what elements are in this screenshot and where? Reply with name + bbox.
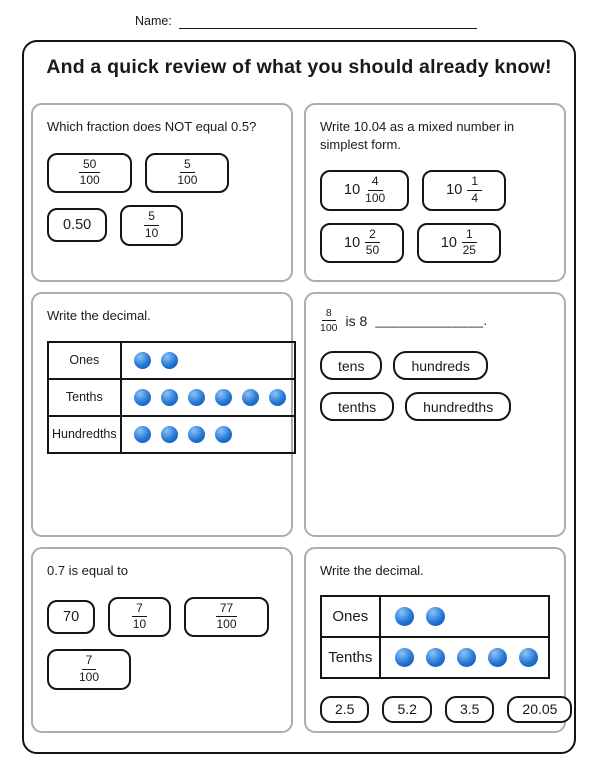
question-panel-4 [304,292,566,537]
fraction [132,602,147,633]
place-label: Ones [321,596,380,637]
table-row-ones [321,596,549,637]
fraction [79,158,100,189]
question-panel-1 [31,103,293,282]
q1-option-a[interactable] [47,153,132,194]
q1-option-b[interactable] [145,153,229,194]
table-row-ones [48,342,295,379]
q4-option-hundreds[interactable] [393,351,487,380]
fraction-denominator: 4 [471,190,478,205]
q6-option-d[interactable] [507,696,572,723]
fraction-denominator: 50 [365,243,380,258]
q6-option-b[interactable] [382,696,431,723]
table-row-tenths [48,379,295,416]
q2-option-d[interactable] [417,223,501,264]
fraction-numerator: 50 [79,158,100,174]
counter-dot [134,389,151,406]
whole-number: 10 [344,234,361,251]
q1-prompt: Which fraction does NOT equal 0.5? [47,119,257,134]
fraction-denominator: 100 [79,173,100,188]
question-panel-6 [304,547,566,733]
prompt-text: is 8 [345,312,368,329]
q6-option-c[interactable] [445,696,494,723]
dot-group [134,352,286,369]
fraction [462,228,477,259]
place-value-table [47,341,296,454]
question-panel-5 [31,547,293,733]
fraction-denominator: 10 [132,617,147,632]
q2-option-b[interactable] [422,170,506,211]
q4-prompt [320,307,550,334]
fraction [467,175,482,206]
fraction-numerator: 7 [132,602,147,618]
fraction-denominator: 100 [216,617,237,632]
fraction-numerator: 7 [82,654,97,670]
fraction [177,158,197,189]
fraction-numerator: 5 [180,158,195,174]
dot-group [134,426,286,443]
counter-dot [161,352,178,369]
q6-prompt: Write the decimal. [320,563,424,578]
q1-options-row-1 [47,153,277,194]
dot-group [395,607,540,626]
q2-prompt: Write 10.04 as a mixed number in simplest form. [320,119,515,152]
counter-dot [134,426,151,443]
fraction [144,210,159,241]
fraction-numerator: 8 [322,307,336,321]
question-grid [24,103,574,733]
dots-cell [380,596,549,637]
dots-cell [121,379,295,416]
q6-options [320,696,558,723]
whole-number: 10 [344,182,361,199]
answer-blank[interactable]: ______________. [375,313,488,329]
whole-number: 10 [446,182,463,199]
name-label: Name: [135,14,172,28]
fraction [365,228,380,259]
q5-option-a[interactable] [47,600,95,634]
fraction [320,307,338,334]
place-label: Tenths [48,379,121,416]
option-label: 3.5 [459,701,480,718]
option-label: hundreds [411,357,470,374]
fraction-numerator: 1 [462,228,477,244]
counter-dot [242,389,259,406]
q2-options-row-1 [320,170,550,211]
option-label: hundredths [423,398,494,415]
q1-option-d[interactable] [120,205,183,246]
table-row-tenths [321,637,549,678]
counter-dot [426,607,445,626]
fraction-denominator: 10 [144,225,159,240]
place-label: Tenths [321,637,380,678]
fraction-numerator: 2 [365,228,380,244]
question-panel-3 [31,292,293,537]
counter-dot [457,648,476,667]
fraction-numerator: 4 [368,175,383,191]
counter-dot [188,389,205,406]
counter-dot [488,648,507,667]
counter-dot [188,426,205,443]
q5-option-d[interactable] [47,649,131,690]
q2-options-row-2 [320,223,550,264]
place-label: Ones [48,342,121,379]
counter-dot [519,648,538,667]
mixed-number [441,228,477,259]
q4-option-hundredths[interactable] [405,392,511,421]
q2-option-a[interactable] [320,170,409,211]
dots-cell [121,416,295,453]
fraction-denominator: 100 [365,190,386,205]
option-label: 70 [63,608,80,625]
q2-option-c[interactable] [320,223,404,264]
q5-prompt: 0.7 is equal to [47,563,128,578]
counter-dot [395,607,414,626]
question-panel-2 [304,103,566,282]
name-input-line[interactable] [179,16,477,29]
q4-options [320,351,550,421]
counter-dot [426,648,445,667]
q5-option-c[interactable] [184,597,269,638]
worksheet-title: And a quick review of what you should already know! [46,56,552,78]
counter-dot [161,389,178,406]
q1-option-c[interactable] [47,208,107,242]
option-label: 5.2 [397,701,417,718]
fraction-denominator: 100 [177,173,198,188]
q4-option-tenths[interactable] [320,392,394,421]
fraction [79,654,99,685]
counter-dot [161,426,178,443]
fraction [216,602,237,633]
q1-options-row-2 [47,205,277,246]
fraction-denominator: 100 [79,669,100,684]
dots-cell [380,637,549,678]
mixed-number [344,228,380,259]
worksheet-frame [22,40,576,754]
q3-prompt: Write the decimal. [47,308,151,323]
option-label: 20.05 [522,701,558,718]
option-label: 0.50 [63,217,92,234]
dot-group [134,389,286,406]
fraction-numerator: 77 [216,602,237,618]
fraction [365,175,385,206]
q5-options-row-1 [47,597,277,638]
name-row [135,15,477,29]
counter-dot [395,648,414,667]
q4-option-tens[interactable] [320,351,382,380]
fraction-numerator: 5 [144,210,159,226]
option-label: tenths [338,398,377,415]
mixed-number [446,175,482,206]
option-label: 2.5 [335,701,355,718]
table-row-hundredths [48,416,295,453]
counter-dot [134,352,151,369]
q6-option-a[interactable] [320,696,369,723]
place-value-table [320,595,550,679]
option-label: tens [338,357,365,374]
dot-group [395,648,540,667]
q5-option-b[interactable] [108,597,171,638]
counter-dot [269,389,286,406]
dots-cell [121,342,295,379]
fraction-denominator: 25 [462,243,476,258]
q5-options-row-2 [47,649,277,690]
counter-dot [215,389,232,406]
mixed-number [344,175,385,206]
counter-dot [215,426,232,443]
fraction-numerator: 1 [467,175,482,191]
whole-number: 10 [440,234,457,251]
place-label: Hundredths [48,416,121,453]
fraction-denominator: 100 [320,322,338,335]
